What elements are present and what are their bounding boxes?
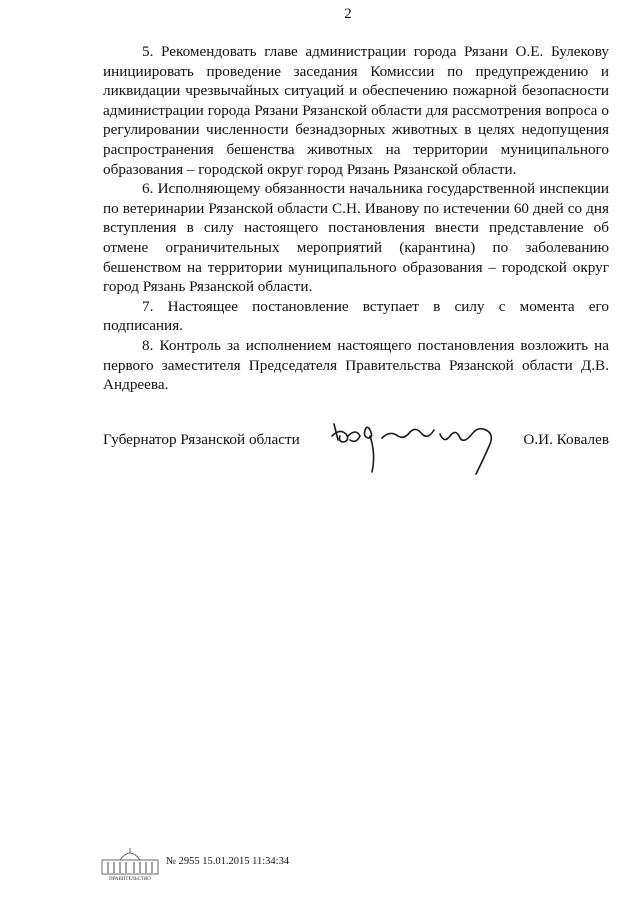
paragraph-8: 8. Контроль за исполнением настоящего постановления возложить на первого заместителя Председателя Правительства Рязанской области Д.В. Андреева. — [103, 336, 609, 394]
svg-text:ПРАВИТЕЛЬСТВО: ПРАВИТЕЛЬСТВО — [109, 877, 151, 882]
signatory-name: О.И. Ковалев — [523, 431, 609, 448]
handwritten-signature — [326, 414, 506, 476]
signatory-title: Губернатор Рязанской области — [103, 431, 300, 448]
signature-block — [103, 420, 609, 480]
page-number: 2 — [344, 6, 352, 22]
paragraph-6: 6. Исполняющему обязанности начальника государственной инспекции по ветеринарии Рязанской области С.Н. Иванову по истечении 60 дней со дня вступления в силу настоящего постановления внести представление об отмене ограничительных мероприятий (карантина) по заболеванию бешенством на территории муниципального образования – городской округ город Рязань Рязанской области. — [103, 180, 609, 296]
document-footer — [100, 846, 360, 886]
paragraph-5: 5. Рекомендовать главе администрации города Рязани О.Е. Булекову инициировать проведение заседания Комиссии по предупреждению и ликвидации чрезвычайных ситуаций и обеспечению пожарной безопасности администрации города Рязани Рязанской области для рассмотрения вопроса о регулировании численности безнадзорных животных в целях недопущения распространения бешенства животных на территории муниципального образования – городской округ город Рязань Рязанской области. — [103, 43, 609, 178]
paragraph-7: 7. Настоящее постановление вступает в силу с момента его подписания. — [103, 297, 609, 335]
registration-stamp: № 2955 15.01.2015 11:34:34 — [166, 856, 290, 867]
government-emblem-icon — [100, 846, 160, 882]
document-body — [103, 42, 609, 395]
